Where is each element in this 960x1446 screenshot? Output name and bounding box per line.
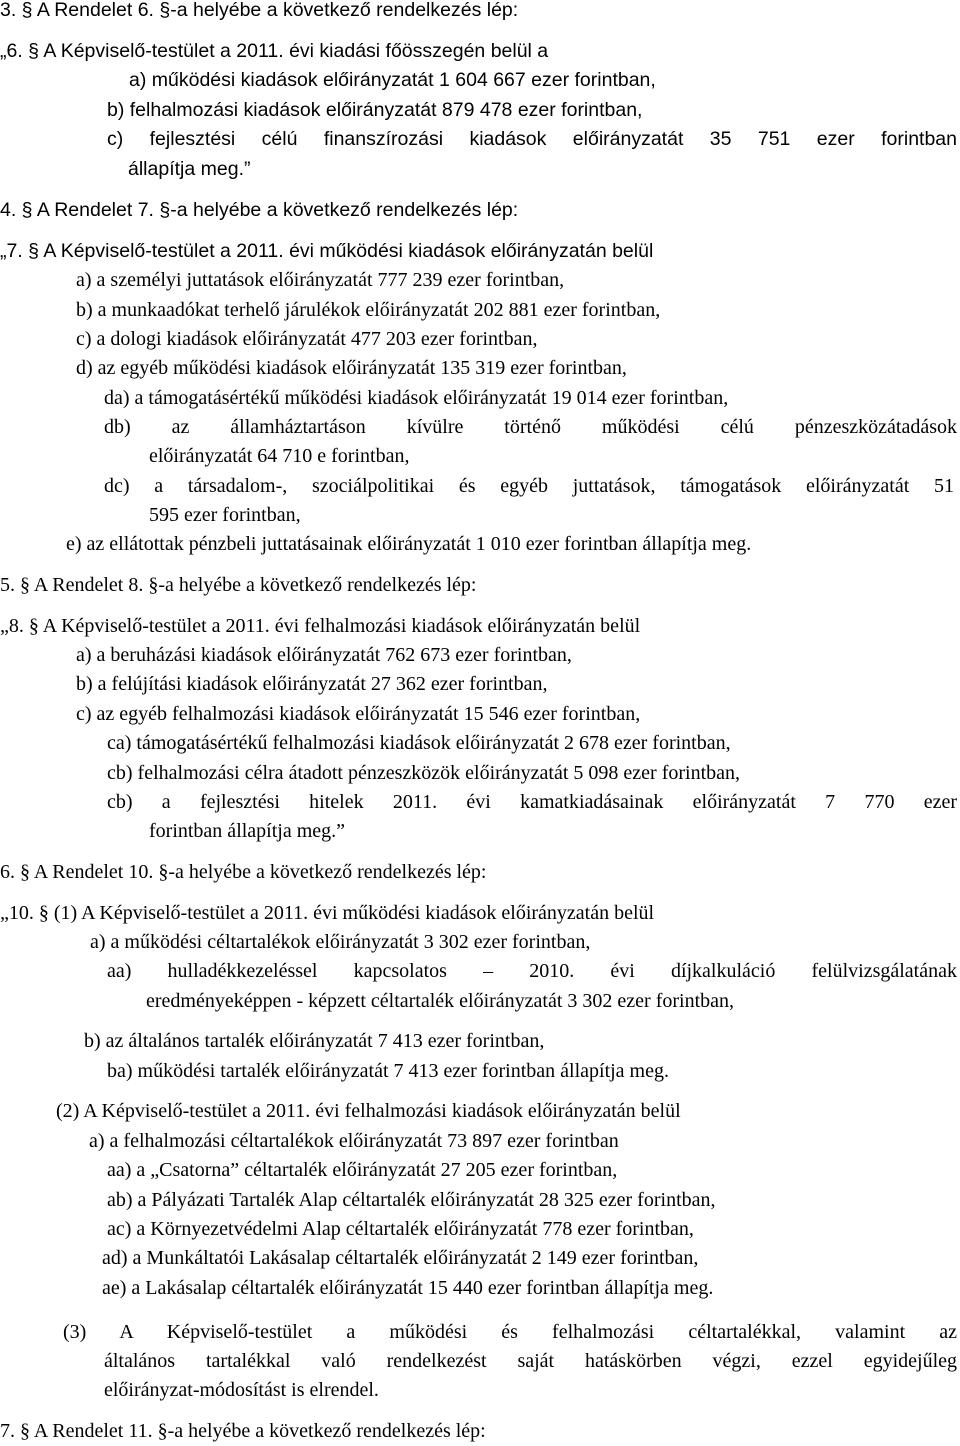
- item-8ca: ca) támogatásértékű felhalmozási kiadások előirányzatát 2 678 ezer forintban,: [107, 732, 731, 754]
- item-8c: c) az egyéb felhalmozási kiadások előirányzatát 15 546 ezer forintban,: [76, 703, 641, 725]
- item-10-2aa: aa) a „Csatorna” céltartalék előirányzatát 27 205 ezer forintban,: [107, 1159, 618, 1181]
- item-7db-cont: előirányzatát 64 710 e forintban,: [149, 445, 410, 467]
- item-7da: da) a támogatásértékű működési kiadások előirányzatát 19 014 ezer forintban,: [104, 387, 729, 409]
- item-10-2a: a) a felhalmozási céltartalékok előirányzatát 73 897 ezer forintban: [89, 1130, 619, 1152]
- item-10-2ab: ab) a Pályázati Tartalék Alap céltartalék előirányzatát 28 325 ezer forintban,: [107, 1189, 716, 1211]
- item-7dc-cont: 595 ezer forintban,: [149, 504, 301, 526]
- item-6c: c) fejlesztési célú finanszírozási kiadások előirányzatát 35 751 ezer forintban: [107, 128, 957, 150]
- item-10-1aa-cont: eredményeképpen - képzett céltartalék előirányzatát 3 302 ezer forintban,: [146, 990, 735, 1012]
- section-5-heading: 5. § A Rendelet 8. §-a helyébe a következő rendelkezés lép:: [0, 574, 477, 596]
- section-7-heading: 7. § A Rendelet 11. §-a helyébe a következő rendelkezés lép:: [0, 1420, 486, 1442]
- item-10-2ac: ac) a Környezetvédelmi Alap céltartalék előirányzatát 778 ezer forintban,: [107, 1218, 694, 1240]
- item-10-1aa: aa) hulladékkezeléssel kapcsolatos – 2010. évi díjkalkuláció felülvizsgálatának: [107, 960, 957, 982]
- section-4-heading: 4. § A Rendelet 7. §-a helyébe a következő rendelkezés lép:: [0, 199, 519, 221]
- item-8b: b) a felújítási kiadások előirányzatát 27 362 ezer forintban,: [76, 673, 548, 695]
- item-7e: e) az ellátottak pénzbeli juttatásainak előirányzatát 1 010 ezer forintban állapítja meg.: [66, 533, 752, 555]
- item-7db: db) az államháztartáson kívülre történő működési célú pénzeszközátadások: [104, 416, 957, 438]
- item-7d: d) az egyéb működési kiadások előirányzatát 135 319 ezer forintban,: [76, 357, 627, 379]
- item-10-2ad: ad) a Munkáltatói Lakásalap céltartalék előirányzatát 2 149 ezer forintban,: [102, 1247, 699, 1269]
- item-7dc: dc) a társadalom-, szociálpolitikai és egyéb juttatások, támogatások előirányzatát 51: [104, 475, 954, 497]
- item-7b: b) a munkaadókat terhelő járulékok előirányzatát 202 881 ezer forintban,: [76, 299, 661, 321]
- section-3-heading: 3. § A Rendelet 6. §-a helyébe a következő rendelkezés lép:: [0, 0, 519, 21]
- item-7a: a) a személyi juttatások előirányzatát 777 239 ezer forintban,: [76, 269, 565, 291]
- paragraph-10-3-cont-2: előirányzat-módosítást is elrendel.: [104, 1379, 379, 1401]
- item-6b: b) felhalmozási kiadások előirányzatát 879 478 ezer forintban,: [107, 99, 643, 121]
- item-8cb-second-cont: forintban állapítja meg.”: [149, 820, 346, 842]
- paragraph-8-intro: „8. § A Képviselő-testület a 2011. évi felhalmozási kiadások előirányzatán belül: [0, 615, 641, 637]
- item-10-2ae: ae) a Lakásalap céltartalék előirányzatát 15 440 ezer forintban állapítja meg.: [102, 1277, 714, 1299]
- item-10-1a: a) a működési céltartalékok előirányzatát 3 302 ezer forintban,: [90, 931, 591, 953]
- section-6-heading: 6. § A Rendelet 10. §-a helyébe a következő rendelkezés lép:: [0, 861, 487, 883]
- paragraph-10-3: (3) A Képviselő-testület a működési és felhalmozási céltartalékkal, valamint az: [63, 1321, 957, 1343]
- item-10-1b: b) az általános tartalék előirányzatát 7 413 ezer forintban,: [84, 1030, 545, 1052]
- item-8cb-second: cb) a fejlesztési hitelek 2011. évi kamatkiadásainak előirányzatát 7 770 ezer: [107, 791, 957, 813]
- paragraph-6-intro: „6. § A Képviselő-testület a 2011. évi kiadási főösszegén belül a: [0, 40, 549, 62]
- item-6c-cont: állapítja meg.”: [128, 158, 251, 180]
- item-7c: c) a dologi kiadások előirányzatát 477 203 ezer forintban,: [76, 328, 538, 350]
- item-10-1ba: ba) működési tartalék előirányzatát 7 413 ezer forintban állapítja meg.: [107, 1060, 669, 1082]
- paragraph-10-2-intro: (2) A Képviselő-testület a 2011. évi felhalmozási kiadások előirányzatán belül: [56, 1100, 681, 1122]
- paragraph-10-3-cont-1: általános tartalékkal való rendelkezést saját hatáskörben végzi, ezzel egyidejűleg: [104, 1350, 957, 1372]
- paragraph-10-intro: „10. § (1) A Képviselő-testület a 2011. évi működési kiadások előirányzatán belül: [0, 902, 655, 924]
- paragraph-7-intro: „7. § A Képviselő-testület a 2011. évi működési kiadások előirányzatán belül: [0, 240, 654, 262]
- item-6a: a) működési kiadások előirányzatát 1 604 667 ezer forintban,: [129, 69, 656, 91]
- item-8cb: cb) felhalmozási célra átadott pénzeszközök előirányzatát 5 098 ezer forintban,: [107, 762, 741, 784]
- item-8a: a) a beruházási kiadások előirányzatát 762 673 ezer forintban,: [76, 644, 572, 666]
